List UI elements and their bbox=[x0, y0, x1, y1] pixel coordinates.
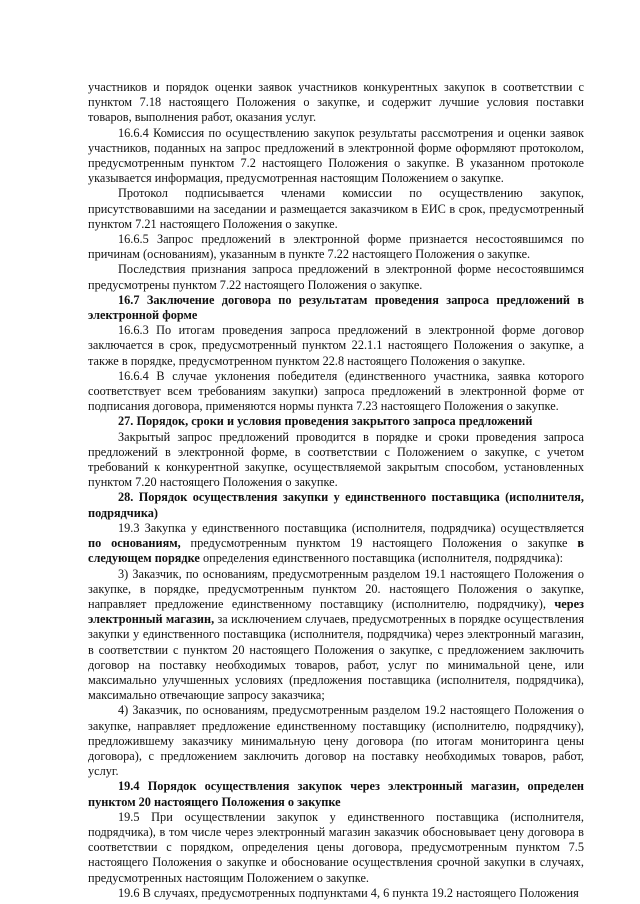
paragraph bbox=[88, 80, 584, 126]
text-span: определения единственного поставщика (исполнителя, подрядчика): bbox=[199, 551, 564, 566]
text-span: 3) Заказчик, по основаниям, предусмотренным разделом 19.1 настоящего Положения о закупке, в порядке, предусмотренным пунктом 20. настоящего Положения о закупке, направляет предложение единственному поставщику (исполнителю, подрядчику), bbox=[88, 566, 584, 611]
text-span: Последствия признания запроса предложений в электронной форме несостоявшимся предусмотрены пунктом 7.22 настоящего Положения о закупке. bbox=[88, 262, 584, 292]
text-span: 19.5 При осуществлении закупок у единственного поставщика (исполнителя, подрядчика), в том числе через электронный магазин заказчик обосновывает цену договора в соответствии с порядком, определения цены договора, предусмотренным пунктом 7.5 настоящего Положения о закупке и обоснование осуществления срочной закупки в случаях, предусмотренных настоящим Положением о закупке. bbox=[88, 809, 584, 885]
text-span: Закрытый запрос предложений проводится в порядке и сроки проведения запроса предложений в электронной форме, в соответствии с Положением о закупке, с учетом требований к конкурентной закупке, осуществляемой закрытым способом, установленных пунктом 7.20 настоящего Положения о закупке. bbox=[88, 429, 584, 490]
document-page bbox=[88, 80, 584, 901]
text-span: 19.4 Порядок осуществления закупок через электронный магазин, определен пунктом 20 настоящего Положения о закупке bbox=[88, 779, 584, 809]
text-span: Протокол подписывается членами комиссии по осуществлению закупок, присутствовавшими на заседании и размещается заказчиком в ЕИС в срок, предусмотренный пунктом 7.21 настоящего Положения о закупке. bbox=[88, 186, 584, 231]
text-span: 16.6.5 Запрос предложений в электронной форме признается несостоявшимся по причинам (основаниям), указанным в пункте 7.22 настоящего Положения о закупке. bbox=[88, 232, 584, 262]
paragraph bbox=[88, 232, 584, 262]
text-span: 16.6.3 По итогам проведения запроса предложений в электронной форме договор заключается в срок, предусмотренный пунктом 22.1.1 настоящего Положения о закупке, а также в порядке, предусмотренном пунктом 22.8 настоящего Положения о закупке. bbox=[88, 323, 584, 368]
text-span: 19.3 Закупка у единственного поставщика (исполнителя, подрядчика) осуществляется bbox=[118, 520, 584, 535]
text-span: 4) Заказчик, по основаниям, предусмотренным разделом 19.2 настоящего Положения о закупке, направляет предложение единственному поставщику (исполнителю, подрядчику), предложившему заказчику минимальную цену договора (по итогам мониторинга цены договора), с предложением заключить договор на поставку необходимых товаров, работ, услуг. bbox=[88, 703, 584, 779]
text-span: участников и порядок оценки заявок участников конкурентных закупок в соответствии с пунктом 7.18 настоящего Положения о закупке, и содержит лучшие условия поставки товаров, выполнения работ, оказания услуг. bbox=[88, 80, 584, 125]
paragraph bbox=[88, 810, 584, 886]
paragraph bbox=[88, 567, 584, 704]
bold-text: в следующем порядке bbox=[88, 536, 585, 566]
section-heading bbox=[88, 414, 584, 429]
section-heading bbox=[88, 779, 584, 809]
text-span: 16.6.4 Комиссия по осуществлению закупок результаты рассмотрения и оценки заявок участников, поданных на запрос предложений в электронной форме оформляют протоколом, предусмотренным пунктом 7.2 настоящего Положения о закупке. В указанном протоколе указывается информация, предусмотренная настоящим Положением о закупке. bbox=[88, 125, 584, 186]
text-span: 16.7 Заключение договора по результатам проведения запроса предложений в электронной форме bbox=[88, 292, 584, 323]
section-heading bbox=[88, 490, 584, 520]
text-span: 27. Порядок, сроки и условия проведения закрытого запроса предложений bbox=[118, 414, 533, 429]
bold-text: по основаниям, bbox=[88, 536, 181, 551]
text-span: за исключением случаев, предусмотренных в порядке осуществления закупки у единственного поставщика (исполнителя, подрядчика) через электронный магазин, в соответствии с пунктом 20 настоящего Положения о закупке, с предложением заключить договор на поставку необходимых товаров, работ, услуг по минимальной цене, или максимально улучшенных условиях (предложения поставщика (исполнителя, подрядчика), максимально отвечающие запросу заказчика; bbox=[88, 612, 584, 703]
paragraph bbox=[88, 262, 584, 292]
paragraph bbox=[88, 521, 584, 567]
section-heading bbox=[88, 293, 584, 323]
text-span: предусмотренным пунктом 19 настоящего Положения о закупке bbox=[180, 536, 578, 551]
paragraph bbox=[88, 126, 584, 187]
paragraph bbox=[88, 430, 584, 491]
text-span: 16.6.4 В случае уклонения победителя (единственного участника, заявка которого соответствует всем требованиям закупки) запроса предложений в электронной форме от подписания договора, применяются нормы пункта 7.23 настоящего Положения о закупке. bbox=[88, 368, 584, 414]
paragraph bbox=[88, 886, 584, 901]
paragraph bbox=[88, 323, 584, 369]
text-span: 19.6 В случаях, предусмотренных подпунктами 4, 6 пункта 19.2 настоящего Положения bbox=[118, 885, 579, 900]
text-span: 28. Порядок осуществления закупки у единственного поставщика (исполнителя, подрядчика) bbox=[88, 490, 584, 520]
paragraph bbox=[88, 186, 584, 232]
paragraph bbox=[88, 703, 584, 779]
paragraph bbox=[88, 369, 584, 415]
bold-text: через электронный магазин, bbox=[88, 596, 584, 627]
